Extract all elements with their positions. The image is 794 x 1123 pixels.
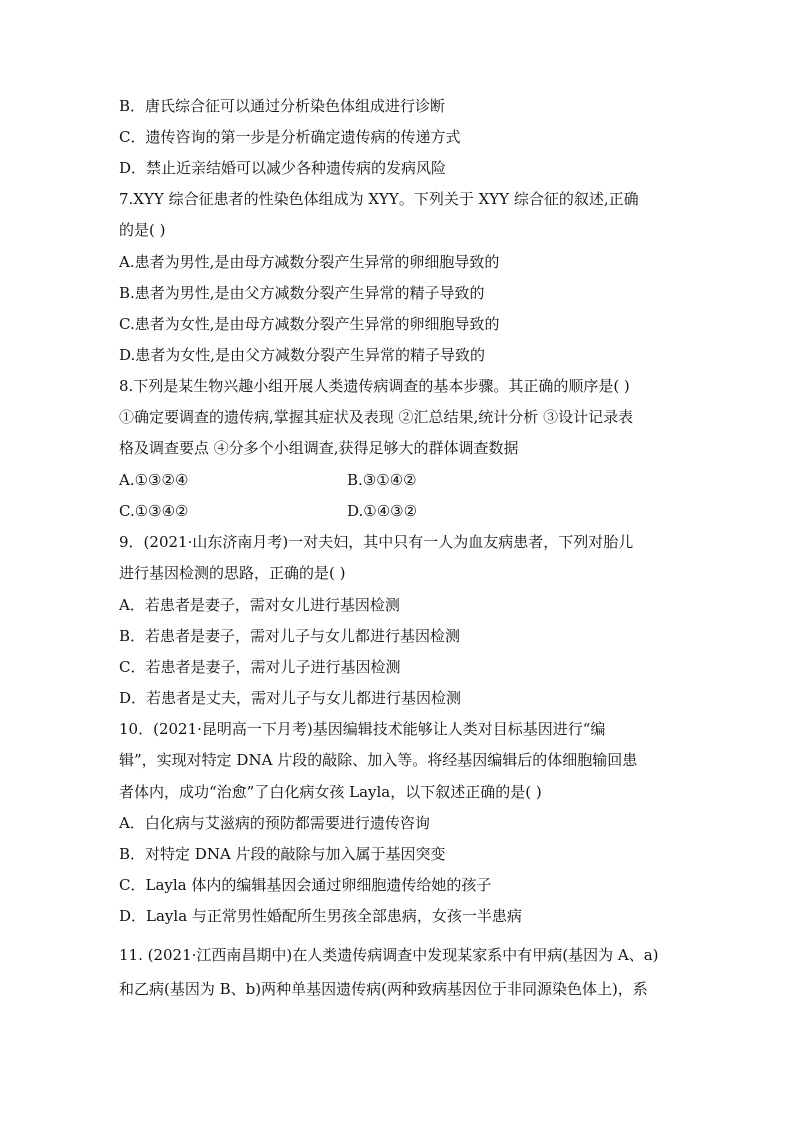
q9-option-d: D．若患者是丈夫，需对儿子与女儿都进行基因检测 [119,689,462,707]
q10-stem-line2: 辑”，实现对特定 DNA 片段的敲除、加入等。将经基因编辑后的体细胞输回患 [119,751,638,769]
q10-option-b: B．对特定 DNA 片段的敲除与加入属于基因突变 [119,845,446,863]
q8-option-a: A.①③②④ [119,471,189,489]
q8-stem-line2: ①确定要调查的遗传病,掌握其症状及表现 ②汇总结果,统计分析 ③设计记录表 [119,408,634,426]
q10-option-a: A．白化病与艾滋病的预防都需要进行遗传咨询 [119,814,430,832]
q6-option-d: D．禁止近亲结婚可以减少各种遗传病的发病风险 [119,159,447,177]
q7-stem-line2: 的是( ) [119,221,166,239]
q7-stem-line1: 7.XYY 综合征患者的性染色体组成为 XYY。下列关于 XYY 综合征的叙述,正确 [119,190,639,208]
q11-stem-line1: 11. (2021·江西南昌期中)在人类遗传病调查中发现某家系中有甲病(基因为 A、a) [119,946,659,964]
q8-option-b: B.③①④② [347,471,417,489]
q11-stem-line2: 和乙病(基因为 B、b)两种单基因遗传病(两种致病基因位于非同源染色体上)，系 [119,980,648,998]
q8-stem-line3: 格及调查要点 ④分多个小组调查,获得足够大的群体调查数据 [119,439,519,457]
q10-option-d: D．Layla 与正常男性婚配所生男孩全部患病，女孩一半患病 [119,907,522,925]
q9-option-b: B．若患者是妻子，需对儿子与女儿都进行基因检测 [119,627,461,645]
q7-option-b: B.患者为男性,是由父方减数分裂产生异常的精子导致的 [119,284,485,302]
q9-stem-line2: 进行基因检测的思路，正确的是( ) [119,564,346,582]
q10-stem-line3: 者体内，成功“治愈”了白化病女孩 Layla，以下叙述正确的是( ) [119,783,542,801]
q8-stem-line1: 8.下列是某生物兴趣小组开展人类遗传病调查的基本步骤。其正确的顺序是( ) [119,377,630,395]
q7-option-c: C.患者为女性,是由母方减数分裂产生异常的卵细胞导致的 [119,315,500,333]
q6-option-b: B．唐氏综合征可以通过分析染色体组成进行诊断 [119,97,446,115]
q9-option-c: C．若患者是妻子，需对儿子进行基因检测 [119,658,401,676]
q10-option-c: C．Layla 体内的编辑基因会通过卵细胞遗传给她的孩子 [119,876,492,894]
q9-option-a: A．若患者是妻子，需对女儿进行基因检测 [119,596,400,614]
q10-stem-line1: 10．(2021·昆明高一下月考)基因编辑技术能够让人类对目标基因进行“编 [119,720,606,738]
q7-option-d: D.患者为女性,是由父方减数分裂产生异常的精子导致的 [119,346,486,364]
q7-option-a: A.患者为男性,是由母方减数分裂产生异常的卵细胞导致的 [119,253,500,271]
q6-option-c: C．遗传咨询的第一步是分析确定遗传病的传递方式 [119,128,461,146]
q8-option-d: D.①④③② [347,502,418,520]
q9-stem-line1: 9．(2021·山东济南月考)一对夫妇，其中只有一人为血友病患者，下列对胎儿 [119,533,634,551]
q8-option-c: C.①③④② [119,502,189,520]
